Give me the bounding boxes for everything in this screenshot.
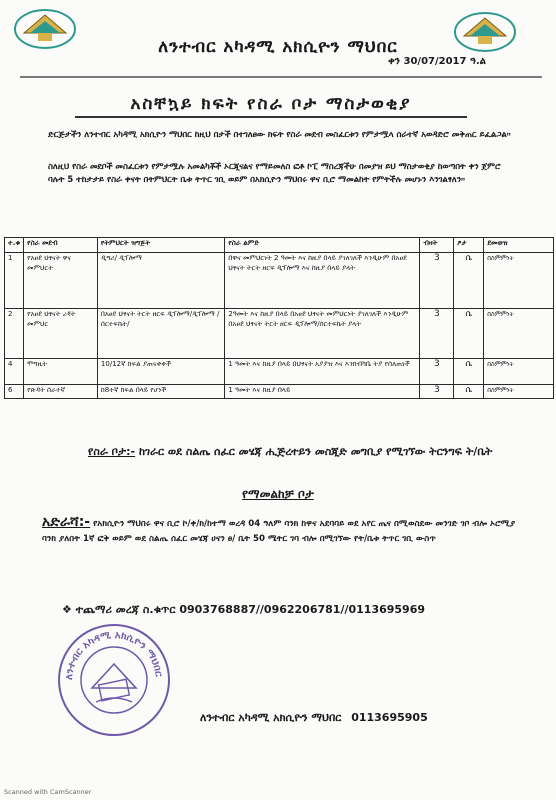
position-cell: የአፀደ ህፃናት ዋና መምህርት bbox=[24, 253, 98, 309]
education-cell: 10/12ኛ ክፍል ያጠናቀቀች bbox=[97, 359, 224, 385]
header-cell: ብዛት bbox=[420, 238, 454, 253]
address-text: የአክሲዮን ማህበሩ ዋና ቢሮ ኮ/ቀ/ክ/ከተማ ወረዳ 04 ዓለም ባንክ ከዋና አደባባይ ወደ አየር ጤና በሚወስደው መንገድ ገቦ ብሎ ኦሮሚያ ባንክ ያለበት 1ኛ ፎቅ ወይም ወደ ስልጤ ሰፈር መሄጃ ሀናን ፀ/ ቤት 50 ሜትር ገባ ብሎ በሚገኘው የት/ቤቱ ትጥር ገቢ ውስጥ bbox=[42, 519, 516, 544]
count-cell: 3 bbox=[420, 385, 454, 399]
education-cell: ዲግሪ/ ዲፕሎማ bbox=[97, 253, 224, 309]
notice-title: አስቸኳይ ክፍት የስራ ቦታ ማስታወቂያ bbox=[75, 94, 467, 118]
position-cell: የጽዳት ሰራተኛ bbox=[24, 385, 98, 399]
header-divider bbox=[20, 76, 542, 78]
position-cell: ሞግዚት bbox=[24, 359, 98, 385]
application-address bbox=[42, 515, 524, 547]
notice-date: ቀን 30/07/2017 ዓ.ል bbox=[388, 56, 486, 67]
application-location-heading: የማመልከቻ ቦታ bbox=[242, 487, 314, 501]
experience-cell: 1 ዓመት እና ከዚያ በላይ bbox=[225, 385, 420, 399]
count-cell: 3 bbox=[420, 253, 454, 309]
row-number: 6 bbox=[5, 385, 24, 399]
table-row bbox=[5, 253, 554, 309]
table-row bbox=[5, 385, 554, 399]
row-number: 1 bbox=[5, 253, 24, 309]
count-cell: 3 bbox=[420, 359, 454, 385]
contact-phone-numbers: ❖ ተጨማሪ መረጃ ስ.ቁጥር 0903768887//0962206781//0113695969 bbox=[62, 603, 426, 616]
count-cell: 3 bbox=[420, 309, 454, 359]
seal-ring-text: ለንተብር አካዳሚ አክሲዮን ማህበር bbox=[63, 629, 164, 681]
experience-cell: በዋና መምህርነት 2 ዓመት እና ከዚያ በላይ ያገለገለች እንዲሁም በአፀደ ህፃናት ትርት ዘርፍ ዲፕሎማ እና ከዚያ በላይ ያላት bbox=[225, 253, 420, 309]
footer-phone: 0113695905 bbox=[351, 711, 428, 724]
organization-name: ለንተብር አካዳሚ አክሲዮን ማህበር bbox=[158, 37, 398, 57]
footer-organization bbox=[200, 711, 428, 725]
row-number: 2 bbox=[5, 309, 24, 359]
salary-cell: በስምምነት bbox=[484, 385, 554, 399]
header-cell: ፆታ bbox=[454, 238, 484, 253]
gender-cell: ሴ bbox=[454, 309, 484, 359]
vacancy-table bbox=[4, 237, 554, 399]
experience-cell: 2ዓመት እና ከዚያ በላይ በአፀደ ህፃናት መምህርነት ያገለገለች እንዲሁም በአፀደ ህፃናት ትርት ዘርፍ ዲፕሎማ/ሰርተፍኬት ያላት bbox=[225, 309, 420, 359]
footer-org-name: ለንተብር አካዳሚ አክሲዮን ማህበር bbox=[200, 711, 342, 724]
work-location-label: የስራ ቦታ:- bbox=[88, 445, 136, 458]
header-cell: ደመወዝ bbox=[484, 238, 554, 253]
academy-logo-right bbox=[452, 8, 518, 54]
salary-cell: በስምምነት bbox=[484, 253, 554, 309]
gender-cell: ሴ bbox=[454, 359, 484, 385]
organization-seal-stamp bbox=[56, 622, 172, 738]
header-cell: ተ.ቁ bbox=[5, 238, 24, 253]
position-cell: የአፀደ ህፃናት ረዳት መምህር bbox=[24, 309, 98, 359]
intro-paragraph: ድርጅታችን ለንተብር አካዳሚ አክሲዮን ማህበር ከዚህ በታች በተገለፀው ክፍት የስራ መደብ መስፈርቱን የምታሟላ ሰራተኛ አወዳድሮ መቅጠር ይፈልጋል። bbox=[48, 129, 511, 139]
work-location bbox=[88, 443, 508, 460]
header-cell: የትምህርት ዝግጅት bbox=[97, 238, 224, 253]
education-cell: ከ8ተኛ ክፍል በላይ የሆነች bbox=[97, 385, 224, 399]
header-cell: የስራ መደብ bbox=[24, 238, 98, 253]
experience-cell: 1 ዓመት እና ከዚያ በላይ በህፃናት አያያዝ እና እንክብካቤ ትያ የሰለጠነች bbox=[225, 359, 420, 385]
camscanner-watermark: Scanned with CamScanner bbox=[4, 788, 92, 796]
work-location-text: ከገራር ወደ ስልጤ ሰፈር መሄጃ ሒጅረተይን መስጂድ መግቢያ የሚገኘው ትርንግፍ ት/ቤት bbox=[138, 445, 493, 458]
academy-logo-left bbox=[12, 5, 78, 51]
gender-cell: ሴ bbox=[454, 385, 484, 399]
table-row bbox=[5, 359, 554, 385]
salary-cell: በስምምነት bbox=[484, 359, 554, 385]
row-number: 4 bbox=[5, 359, 24, 385]
address-label: አድራሻ:- bbox=[42, 514, 91, 530]
gender-cell: ሴ bbox=[454, 253, 484, 309]
salary-cell: በስምምነት bbox=[484, 309, 554, 359]
table-header-row bbox=[5, 238, 554, 253]
instructions-paragraph: ስለዚህ የስራ መደቦች መስፈርቱን የምታሟሉ አመልካቾች ኦርጂናልና የማይመለስ ፎቶ ኮፒ ማስረጃችሁ በመያዝ ይህ ማስታወቂያ ከወጣበት ቀን ጀምሮ ባሉት 5 ተከታታይ የስራ ቀናት በትምህርት ቤቱ ትጥር ገቢ ወይም በአክሲዮን ማህበሩ ዋና ቢሮ ማመልከት የምትችሉ መሆኑን እንገልፃለን። bbox=[48, 161, 501, 184]
header-cell: የስራ ልምድ bbox=[225, 238, 420, 253]
education-cell: በአፀደ ህፃናት ትርት ዘርፍ ዲፕሎማ/ዲፕሎማ /ሰርተፍኬት/ bbox=[97, 309, 224, 359]
table-row bbox=[5, 309, 554, 359]
